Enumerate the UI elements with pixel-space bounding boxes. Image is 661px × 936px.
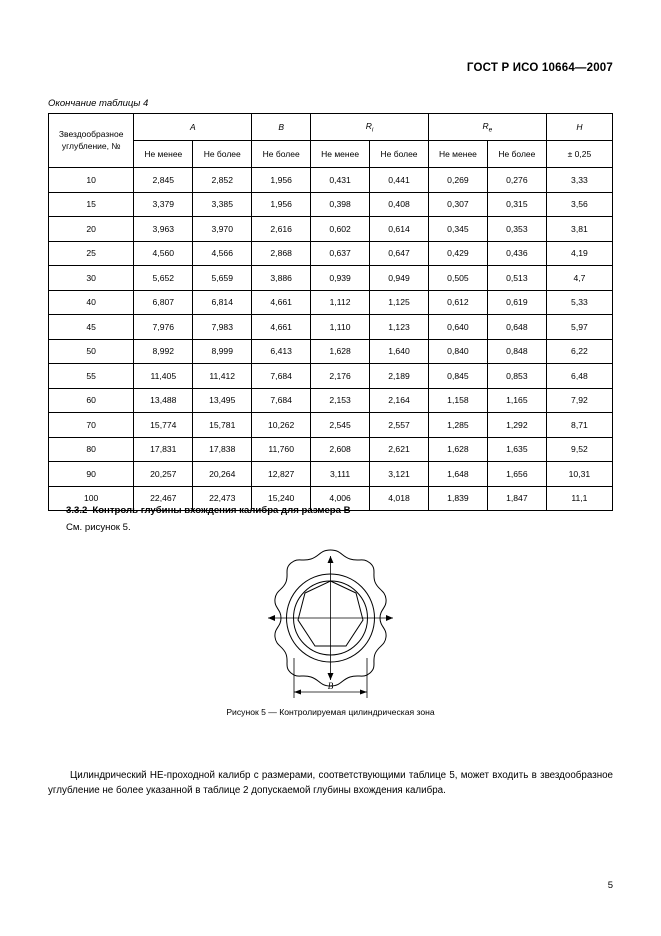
figure-caption: Рисунок 5 — Контролируемая цилиндрическая зона	[226, 707, 435, 717]
figure-dimension-label: B	[327, 681, 334, 691]
table-cell: 1,648	[428, 462, 487, 487]
table-cell: 1,165	[487, 388, 546, 413]
table-cell: 1,110	[311, 315, 370, 340]
table-cell: 4,661	[252, 290, 311, 315]
table-group-header-a: A	[134, 114, 252, 141]
table-cell: 25	[49, 241, 134, 266]
table-cell: 0,269	[428, 168, 487, 193]
table-cell: 13,488	[134, 388, 193, 413]
table-subheader: Не более	[370, 141, 429, 168]
table-cell: 90	[49, 462, 134, 487]
table-cell: 0,315	[487, 192, 546, 217]
table-cell: 4,006	[311, 486, 370, 511]
table-cell: 0,640	[428, 315, 487, 340]
table-cell: 20	[49, 217, 134, 242]
table-row	[49, 217, 613, 242]
table-cell: 0,345	[428, 217, 487, 242]
table-cell: 50	[49, 339, 134, 364]
table-cell: 22,467	[134, 486, 193, 511]
page-number: 5	[607, 880, 613, 891]
table-row	[49, 266, 613, 291]
table-cell: 0,398	[311, 192, 370, 217]
table-cell: 5,652	[134, 266, 193, 291]
table-cell: 0,431	[311, 168, 370, 193]
table-cell: 1,956	[252, 192, 311, 217]
table-cell: 3,970	[193, 217, 252, 242]
table-cell: 0,853	[487, 364, 546, 389]
table-cell: 20,257	[134, 462, 193, 487]
table-cell: 3,81	[546, 217, 612, 242]
page-header: ГОСТ Р ИСО 10664—2007	[466, 62, 613, 74]
table-subheader: Не менее	[311, 141, 370, 168]
table-cell: 4,018	[370, 486, 429, 511]
table-cell: 2,153	[311, 388, 370, 413]
table-cell: 0,614	[370, 217, 429, 242]
table-cell: 0,647	[370, 241, 429, 266]
body-paragraph: Цилиндрический НЕ-проходной калибр с размерами, соответствующими таблице 5, может входить в звездообразное углубление не более указанной в таблице 2 допускаемой глубины вхождения калибра.	[48, 770, 613, 797]
table-cell: 0,648	[487, 315, 546, 340]
table-cell: 1,839	[428, 486, 487, 511]
table-cell: 0,505	[428, 266, 487, 291]
table-cell: 0,612	[428, 290, 487, 315]
table-cell: 3,121	[370, 462, 429, 487]
table-cell: 2,621	[370, 437, 429, 462]
table-cell: 2,164	[370, 388, 429, 413]
table-subheader: Не менее	[134, 141, 193, 168]
table-group-header-ri: $R_i$	[311, 114, 429, 141]
dimensions-table	[48, 113, 613, 511]
table-cell: 4,560	[134, 241, 193, 266]
table-cell: 8,71	[546, 413, 612, 438]
table-cell: 15,240	[252, 486, 311, 511]
table-cell: 7,684	[252, 364, 311, 389]
table-cell: 7,684	[252, 388, 311, 413]
table-cell: 11,412	[193, 364, 252, 389]
table-row	[49, 339, 613, 364]
table-cell: 22,473	[193, 486, 252, 511]
table-cell: 0,602	[311, 217, 370, 242]
table-cell: 5,659	[193, 266, 252, 291]
table-cell: 80	[49, 437, 134, 462]
table-cell: 1,125	[370, 290, 429, 315]
table-cell: 45	[49, 315, 134, 340]
table-cell: 0,353	[487, 217, 546, 242]
table-cell: 11,405	[134, 364, 193, 389]
table-cell: 7,976	[134, 315, 193, 340]
table-cell: 9,52	[546, 437, 612, 462]
table-cell: 0,276	[487, 168, 546, 193]
table-cell: 2,545	[311, 413, 370, 438]
table-cell: 17,831	[134, 437, 193, 462]
table-cell: 2,189	[370, 364, 429, 389]
table-cell: 40	[49, 290, 134, 315]
table-corner-header: Звездообразное углубление, №	[49, 114, 134, 168]
table-row	[49, 437, 613, 462]
table-cell: 5,33	[546, 290, 612, 315]
table-cell: 1,847	[487, 486, 546, 511]
table-cell: 1,158	[428, 388, 487, 413]
table-cell: 0,637	[311, 241, 370, 266]
table-cell: 6,48	[546, 364, 612, 389]
table-cell: 2,845	[134, 168, 193, 193]
table-cell: 6,22	[546, 339, 612, 364]
table-cell: 12,827	[252, 462, 311, 487]
table-cell: 2,557	[370, 413, 429, 438]
table-cell: 3,385	[193, 192, 252, 217]
table-cell: 10,262	[252, 413, 311, 438]
table-cell: 6,814	[193, 290, 252, 315]
table-cell: 11,1	[546, 486, 612, 511]
table-cell: 7,92	[546, 388, 612, 413]
table-cell: 1,285	[428, 413, 487, 438]
table-row	[49, 192, 613, 217]
table-cell: 70	[49, 413, 134, 438]
table-cell: 30	[49, 266, 134, 291]
table-subheader: Не более	[487, 141, 546, 168]
table-cell: 1,635	[487, 437, 546, 462]
table-cell: 1,628	[311, 339, 370, 364]
section-note: См. рисунок 5.	[66, 522, 131, 533]
table-cell: 0,429	[428, 241, 487, 266]
table-cell: 15,774	[134, 413, 193, 438]
table-cell: 3,111	[311, 462, 370, 487]
table-cell: 15,781	[193, 413, 252, 438]
table-cell: 0,513	[487, 266, 546, 291]
table-cell: 1,123	[370, 315, 429, 340]
table-cell: 8,999	[193, 339, 252, 364]
table-cell: 4,566	[193, 241, 252, 266]
table-cell: 0,441	[370, 168, 429, 193]
table-subheader: ± 0,25	[546, 141, 612, 168]
table-cell: 4,7	[546, 266, 612, 291]
table-cell: 0,436	[487, 241, 546, 266]
table-row	[49, 388, 613, 413]
table-cell: 4,19	[546, 241, 612, 266]
table-cell: 60	[49, 388, 134, 413]
table-cell: 0,307	[428, 192, 487, 217]
table-row	[49, 241, 613, 266]
table-row	[49, 413, 613, 438]
table-cell: 0,939	[311, 266, 370, 291]
section-number: 3.3.2	[66, 505, 88, 516]
table-cell: 1,656	[487, 462, 546, 487]
table-cell: 2,852	[193, 168, 252, 193]
table-cell: 7,983	[193, 315, 252, 340]
table-group-header-b: B	[252, 114, 311, 141]
table-cell: 100	[49, 486, 134, 511]
table-cell: 1,628	[428, 437, 487, 462]
table-cell: 1,956	[252, 168, 311, 193]
table-cell: 2,868	[252, 241, 311, 266]
table-row	[49, 168, 613, 193]
table-cell: 3,33	[546, 168, 612, 193]
table-subheader: Не более	[252, 141, 311, 168]
table-cell: 20,264	[193, 462, 252, 487]
table-row	[49, 290, 613, 315]
table-cell: 0,619	[487, 290, 546, 315]
table-cell: 4,661	[252, 315, 311, 340]
table-cell: 1,292	[487, 413, 546, 438]
table-subheader: Не менее	[428, 141, 487, 168]
table-cell: 0,840	[428, 339, 487, 364]
table-cell: 3,379	[134, 192, 193, 217]
table-cell: 55	[49, 364, 134, 389]
table-cell: 1,112	[311, 290, 370, 315]
table-group-header-re: $R_e$	[428, 114, 546, 141]
table-cell: 15	[49, 192, 134, 217]
table-row	[49, 364, 613, 389]
table-cell: 2,176	[311, 364, 370, 389]
figure-drawing	[0, 540, 661, 710]
table-row	[49, 315, 613, 340]
section-title-text: Контроль глубины вхождения калибра для размера B	[92, 505, 351, 516]
table-cell: 5,97	[546, 315, 612, 340]
table-cell: 0,845	[428, 364, 487, 389]
table-cell: 3,963	[134, 217, 193, 242]
table-cell: 17,838	[193, 437, 252, 462]
table-cell: 6,807	[134, 290, 193, 315]
table-cell: 3,886	[252, 266, 311, 291]
table-group-header-h: H	[546, 114, 612, 141]
table-cell: 3,56	[546, 192, 612, 217]
table-cell: 2,616	[252, 217, 311, 242]
table-caption: Окончание таблицы 4	[48, 98, 149, 109]
table-cell: 10,31	[546, 462, 612, 487]
table-cell: 0,848	[487, 339, 546, 364]
table-cell: 8,992	[134, 339, 193, 364]
table-cell: 10	[49, 168, 134, 193]
table-cell: 1,640	[370, 339, 429, 364]
table-cell: 6,413	[252, 339, 311, 364]
figure-5	[0, 540, 661, 710]
section-heading	[66, 505, 351, 516]
table-cell: 11,760	[252, 437, 311, 462]
table-cell: 0,949	[370, 266, 429, 291]
table-cell: 13,495	[193, 388, 252, 413]
table-cell: 0,408	[370, 192, 429, 217]
table-subheader: Не более	[193, 141, 252, 168]
table-cell: 2,608	[311, 437, 370, 462]
table-row	[49, 462, 613, 487]
table-body	[49, 168, 613, 511]
